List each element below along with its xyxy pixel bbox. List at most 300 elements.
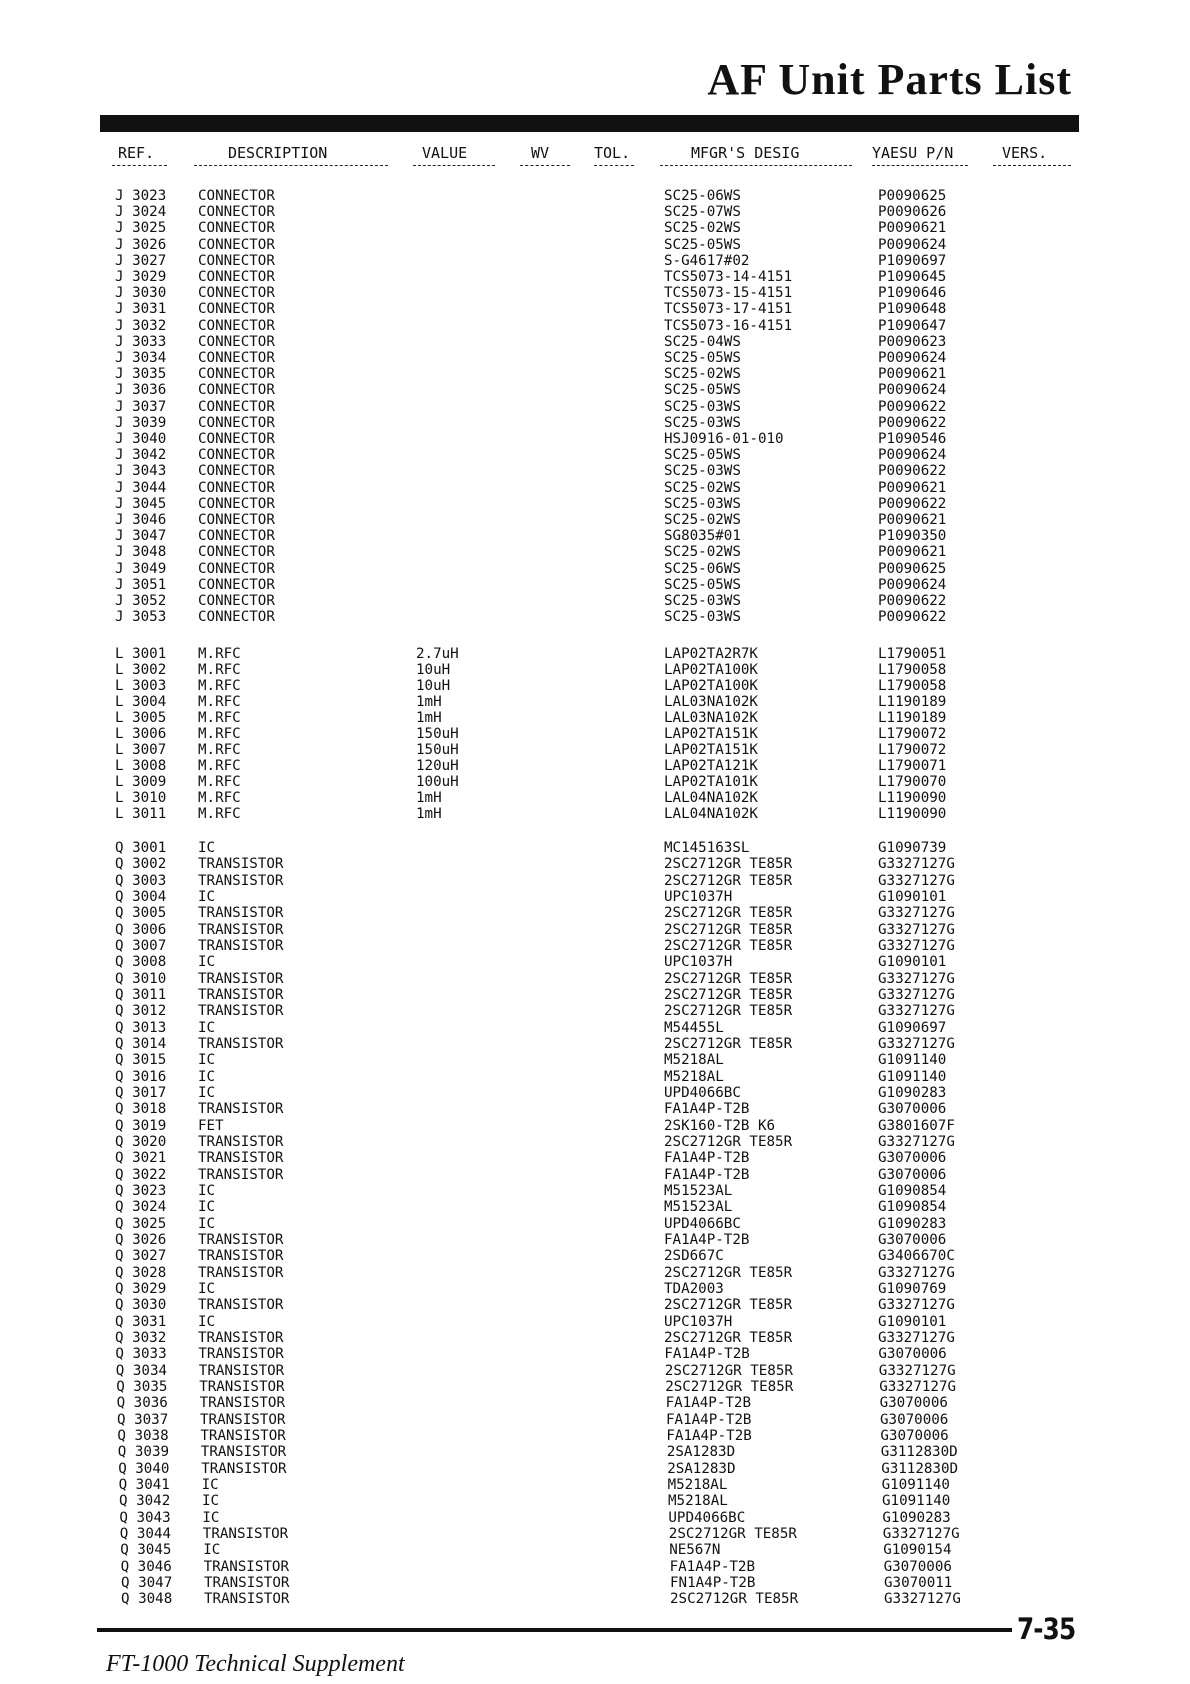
table-row — [0, 1265, 1190, 1281]
cell-yaesu: P0090621 — [878, 544, 947, 561]
cell-description: CONNECTOR — [198, 512, 275, 528]
cell-ref: Q 3003 — [115, 872, 167, 889]
cell-mfgr: SC25-05WS — [664, 576, 741, 593]
cell-description: M.RFC — [198, 646, 241, 662]
cell-yaesu: G3327127G — [878, 1036, 955, 1052]
table-row — [0, 609, 1190, 625]
cell-mfgr: 2SC2712GR TE85R — [664, 1003, 793, 1020]
page-number: 7-35 — [1017, 1612, 1076, 1646]
cell-description: IC — [198, 1280, 216, 1297]
cell-mfgr: 2SC2712GR TE85R — [664, 1329, 793, 1346]
cell-yaesu: L1190189 — [878, 710, 947, 726]
cell-ref: J 3045 — [115, 495, 167, 512]
cell-mfgr: 2SC2712GR TE85R — [664, 1133, 793, 1150]
table-row — [0, 987, 1190, 1003]
cell-ref: Q 3005 — [115, 905, 167, 922]
table-row — [0, 1559, 1190, 1575]
cell-yaesu: P0090621 — [878, 479, 947, 496]
cell-mfgr: 2SC2712GR TE85R — [670, 1591, 799, 1608]
col-ref-underline — [112, 165, 167, 166]
cell-yaesu: G3327127G — [878, 938, 955, 954]
cell-description: CONNECTOR — [198, 576, 275, 593]
table-row — [0, 528, 1190, 544]
cell-ref: J 3052 — [115, 593, 167, 609]
cell-yaesu: L1190189 — [878, 694, 947, 710]
cell-yaesu: G3070006 — [878, 1346, 947, 1363]
cell-description: FET — [198, 1117, 224, 1134]
cell-yaesu: G3070006 — [880, 1427, 949, 1444]
cell-description: TRANSISTOR — [198, 1248, 284, 1265]
table-row — [0, 1216, 1190, 1232]
cell-mfgr: UPD4066BC — [664, 1085, 741, 1101]
cell-yaesu: L1190090 — [878, 790, 947, 806]
cell-yaesu: P0090622 — [878, 398, 947, 415]
cell-mfgr: SC25-07WS — [664, 204, 741, 221]
cell-yaesu: P1090646 — [878, 285, 947, 302]
cell-description: CONNECTOR — [198, 463, 275, 480]
col-vers-underline — [993, 165, 1071, 166]
cell-ref: Q 3024 — [115, 1199, 167, 1216]
cell-ref: Q 3039 — [117, 1444, 170, 1461]
cell-description: CONNECTOR — [198, 269, 275, 285]
table-row — [0, 561, 1190, 577]
table-row — [0, 1526, 1190, 1542]
cell-yaesu: P1090647 — [878, 317, 947, 334]
cell-mfgr: SC25-03WS — [664, 609, 741, 626]
table-row — [0, 694, 1190, 710]
cell-description: TRANSISTOR — [204, 1591, 290, 1608]
cell-yaesu: P0090624 — [878, 447, 947, 464]
cell-mfgr: FA1A4P-T2B — [664, 1346, 750, 1363]
cell-ref: J 3033 — [115, 333, 167, 350]
table-row — [0, 1493, 1190, 1509]
table-row — [0, 399, 1190, 415]
cell-value: 10uH — [416, 662, 451, 678]
cell-mfgr: 2SD667C — [664, 1248, 724, 1265]
table-row — [0, 889, 1190, 905]
cell-description: IC — [202, 1493, 220, 1510]
cell-ref: Q 3013 — [115, 1019, 167, 1036]
cell-description: CONNECTOR — [198, 252, 275, 269]
cell-ref: Q 3006 — [115, 921, 167, 938]
table-row — [0, 188, 1190, 204]
cell-mfgr: SC25-02WS — [664, 220, 741, 237]
cell-mfgr: 2SC2712GR TE85R — [664, 1297, 793, 1314]
cell-mfgr: SC25-05WS — [664, 382, 741, 399]
cell-mfgr: FA1A4P-T2B — [664, 1231, 750, 1248]
table-row — [0, 463, 1190, 479]
cell-value: 1mH — [416, 790, 442, 806]
cell-ref: Q 3031 — [115, 1313, 167, 1330]
table-row — [0, 382, 1190, 398]
cell-ref: Q 3026 — [115, 1231, 167, 1248]
cell-description: TRANSISTOR — [198, 1231, 284, 1248]
cell-mfgr: M54455L — [664, 1019, 724, 1036]
cell-ref: Q 3042 — [119, 1493, 171, 1510]
col-value-underline — [413, 165, 495, 166]
cell-description: TRANSISTOR — [198, 1101, 284, 1118]
cell-description: TRANSISTOR — [203, 1558, 290, 1575]
cell-yaesu: G1090101 — [878, 954, 947, 971]
table-row — [0, 1134, 1190, 1150]
cell-value: 2.7uH — [416, 646, 459, 662]
cell-description: TRANSISTOR — [198, 1133, 284, 1150]
cell-mfgr: 2SA1283D — [666, 1444, 736, 1461]
cell-description: TRANSISTOR — [198, 921, 284, 938]
col-vers: VERS. — [1002, 144, 1048, 162]
cell-ref: J 3029 — [115, 269, 167, 285]
table-row — [0, 1281, 1190, 1297]
table-row — [0, 480, 1190, 496]
cell-ref: L 3001 — [115, 646, 167, 662]
cell-ref: J 3030 — [115, 285, 167, 302]
cell-description: IC — [201, 1476, 219, 1493]
cell-description: IC — [198, 889, 216, 905]
cell-yaesu: P0090623 — [878, 333, 947, 350]
cell-ref: J 3037 — [115, 398, 167, 415]
cell-yaesu: G1090101 — [878, 889, 947, 905]
table-row — [0, 710, 1190, 726]
cell-description: IC — [198, 1215, 216, 1232]
cell-ref: L 3002 — [115, 662, 167, 678]
cell-yaesu: G3327127G — [879, 1378, 957, 1395]
cell-mfgr: UPC1037H — [664, 1313, 733, 1330]
cell-yaesu: P0090622 — [878, 414, 947, 431]
table-row — [0, 758, 1190, 774]
cell-yaesu: P0090625 — [878, 560, 947, 577]
cell-ref: Q 3046 — [120, 1558, 172, 1575]
table-row — [0, 856, 1190, 872]
cell-mfgr: NE567N — [669, 1542, 721, 1559]
cell-description: TRANSISTOR — [198, 1264, 284, 1281]
table-row — [0, 1395, 1190, 1411]
cell-mfgr: FA1A4P-T2B — [664, 1101, 750, 1118]
cell-ref: J 3024 — [115, 204, 167, 221]
cell-yaesu: G1091140 — [882, 1493, 951, 1510]
cell-description: IC — [198, 1199, 216, 1216]
cell-mfgr: UPD4066BC — [664, 1215, 741, 1232]
cell-mfgr: LAP02TA2R7K — [664, 646, 758, 662]
cell-mfgr: 2SC2712GR TE85R — [664, 1264, 793, 1281]
cell-yaesu: G1091140 — [878, 1068, 947, 1085]
cell-mfgr: LAP02TA151K — [664, 726, 758, 742]
cell-yaesu: G3070006 — [878, 1150, 947, 1167]
cell-ref: Q 3015 — [115, 1052, 167, 1069]
table-row — [0, 1444, 1190, 1460]
table-row — [0, 1591, 1190, 1607]
cell-yaesu: P1090697 — [878, 252, 947, 269]
cell-description: IC — [198, 1182, 216, 1199]
cell-description: TRANSISTOR — [198, 872, 284, 889]
cell-ref: Q 3001 — [115, 840, 167, 856]
cell-description: TRANSISTOR — [198, 1329, 284, 1346]
cell-ref: Q 3016 — [115, 1068, 167, 1085]
cell-description: CONNECTOR — [198, 317, 275, 334]
cell-description: TRANSISTOR — [198, 1166, 284, 1183]
table-row — [0, 1297, 1190, 1313]
cell-yaesu: G1090101 — [878, 1313, 947, 1330]
cell-ref: L 3009 — [115, 774, 167, 790]
cell-ref: J 3026 — [115, 236, 167, 253]
cell-yaesu: P0090624 — [878, 236, 947, 253]
cell-mfgr: FA1A4P-T2B — [666, 1427, 752, 1444]
table-row — [0, 1085, 1190, 1101]
cell-ref: J 3048 — [115, 544, 167, 561]
cell-description: CONNECTOR — [198, 350, 275, 366]
cell-mfgr: UPC1037H — [664, 954, 733, 971]
cell-description: IC — [202, 1509, 220, 1526]
table-row — [0, 1314, 1190, 1330]
cell-description: CONNECTOR — [198, 220, 275, 237]
cell-ref: Q 3012 — [115, 1003, 167, 1020]
cell-description: CONNECTOR — [198, 285, 275, 302]
cell-ref: J 3042 — [115, 447, 167, 464]
cell-ref: Q 3027 — [115, 1248, 167, 1265]
cell-ref: Q 3041 — [118, 1476, 170, 1493]
cell-ref: Q 3032 — [115, 1329, 167, 1346]
cell-description: TRANSISTOR — [198, 970, 284, 987]
cell-yaesu: G3070006 — [878, 1101, 947, 1118]
table-row — [0, 1199, 1190, 1215]
cell-description: CONNECTOR — [198, 333, 275, 350]
cell-mfgr: UPD4066BC — [668, 1509, 746, 1526]
cell-mfgr: M5218AL — [664, 1068, 724, 1085]
cell-yaesu: L1790072 — [878, 726, 947, 742]
cell-description: CONNECTOR — [198, 204, 275, 221]
cell-yaesu: G3327127G — [884, 1591, 961, 1608]
cell-mfgr: LAP02TA121K — [664, 758, 758, 774]
cell-yaesu: G1090283 — [878, 1085, 947, 1101]
cell-mfgr: SC25-02WS — [664, 544, 741, 561]
table-row — [0, 269, 1190, 285]
cell-mfgr: LAL03NA102K — [664, 710, 758, 726]
cell-ref: Q 3023 — [115, 1182, 167, 1199]
table-row — [0, 1052, 1190, 1068]
page-title: AF Unit Parts List — [707, 55, 1072, 104]
cell-mfgr: SC25-02WS — [664, 479, 741, 496]
cell-description: CONNECTOR — [198, 188, 275, 204]
table-row — [0, 1232, 1190, 1248]
cell-description: TRANSISTOR — [198, 938, 284, 954]
cell-yaesu: G1090154 — [883, 1542, 952, 1559]
cell-description: CONNECTOR — [198, 528, 275, 545]
cell-yaesu: P1090546 — [878, 431, 947, 447]
cell-ref: Q 3036 — [116, 1395, 168, 1412]
cell-description: IC — [198, 1068, 216, 1085]
cell-description: TRANSISTOR — [198, 856, 284, 873]
table-row — [0, 954, 1190, 970]
cell-ref: Q 3007 — [115, 938, 167, 954]
table-row — [0, 577, 1190, 593]
cell-yaesu: G3112830D — [881, 1460, 959, 1477]
footer-rule — [97, 1627, 1012, 1633]
cell-ref: Q 3033 — [115, 1346, 167, 1363]
cell-ref: L 3003 — [115, 678, 167, 694]
cell-description: CONNECTOR — [198, 414, 275, 431]
col-wv: WV — [531, 144, 550, 162]
cell-ref: L 3007 — [115, 742, 167, 758]
cell-mfgr: 2SK160-T2B K6 — [664, 1117, 776, 1134]
table-row — [0, 1167, 1190, 1183]
cell-value: 100uH — [416, 774, 459, 790]
cell-mfgr: M5218AL — [664, 1052, 724, 1069]
cell-description: TRANSISTOR — [198, 1346, 284, 1363]
table-row — [0, 334, 1190, 350]
table-row — [0, 431, 1190, 447]
cell-mfgr: FA1A4P-T2B — [665, 1395, 752, 1412]
cell-description: IC — [198, 1019, 216, 1036]
cell-mfgr: FN1A4P-T2B — [670, 1574, 756, 1591]
table-row — [0, 646, 1190, 662]
cell-mfgr: 2SC2712GR TE85R — [664, 938, 793, 954]
table-row — [0, 1477, 1190, 1493]
cell-ref: J 3046 — [115, 512, 167, 528]
col-value: VALUE — [422, 144, 468, 162]
table-row — [0, 840, 1190, 856]
cell-yaesu: L1790058 — [878, 662, 947, 678]
cell-mfgr: SC25-05WS — [664, 447, 741, 464]
table-row — [0, 1363, 1190, 1379]
cell-description: TRANSISTOR — [200, 1411, 286, 1428]
cell-value: 10uH — [416, 678, 451, 694]
cell-ref: Q 3028 — [115, 1264, 167, 1281]
cell-description: TRANSISTOR — [198, 1036, 284, 1052]
cell-description: TRANSISTOR — [202, 1525, 289, 1542]
cell-ref: Q 3029 — [115, 1280, 167, 1297]
cell-ref: L 3010 — [115, 790, 167, 806]
cell-ref: Q 3017 — [115, 1085, 167, 1101]
cell-description: CONNECTOR — [198, 544, 275, 561]
cell-mfgr: FA1A4P-T2B — [664, 1166, 750, 1183]
table-row — [0, 1036, 1190, 1052]
cell-description: M.RFC — [198, 694, 241, 710]
cell-mfgr: TCS5073-17-4151 — [664, 301, 793, 318]
cell-mfgr: 2SC2712GR TE85R — [664, 856, 793, 873]
cell-description: IC — [203, 1542, 221, 1559]
table-row — [0, 350, 1190, 366]
cell-mfgr: SC25-06WS — [664, 188, 741, 204]
cell-value: 120uH — [416, 758, 459, 774]
cell-yaesu: L1790072 — [878, 742, 947, 758]
cell-mfgr: 2SC2712GR TE85R — [664, 905, 793, 922]
cell-yaesu: P0090624 — [878, 350, 947, 366]
cell-yaesu: P0090625 — [878, 188, 947, 204]
table-row — [0, 1248, 1190, 1264]
cell-description: CONNECTOR — [198, 382, 275, 399]
cell-mfgr: FA1A4P-T2B — [669, 1558, 756, 1575]
cell-mfgr: TCS5073-15-4151 — [664, 285, 793, 302]
cell-mfgr: 2SA1283D — [667, 1460, 736, 1477]
cell-description: M.RFC — [198, 742, 241, 758]
cell-mfgr: SC25-03WS — [664, 398, 741, 415]
cell-description: TRANSISTOR — [204, 1574, 290, 1591]
cell-yaesu: P0090621 — [878, 512, 947, 528]
cell-yaesu: G3070006 — [878, 1231, 947, 1248]
cell-yaesu: P0090622 — [878, 495, 947, 512]
cell-yaesu: G3327127G — [878, 1297, 955, 1314]
cell-ref: J 3035 — [115, 366, 167, 383]
cell-description: CONNECTOR — [198, 301, 275, 318]
table-row — [0, 873, 1190, 889]
cell-ref: Q 3018 — [115, 1101, 167, 1118]
cell-description: TRANSISTOR — [198, 905, 284, 922]
cell-description: TRANSISTOR — [198, 1003, 284, 1020]
cell-description: M.RFC — [198, 758, 241, 774]
cell-description: M.RFC — [198, 710, 241, 726]
cell-ref: Q 3014 — [115, 1036, 167, 1052]
cell-yaesu: P0090624 — [878, 382, 947, 399]
cell-ref: J 3039 — [115, 414, 167, 431]
cell-yaesu: P0090621 — [878, 220, 947, 237]
cell-mfgr: HSJ0916-01-010 — [664, 431, 784, 447]
table-row — [0, 496, 1190, 512]
cell-yaesu: L1790051 — [878, 646, 947, 662]
cell-mfgr: SC25-05WS — [664, 236, 741, 253]
cell-ref: Q 3043 — [119, 1509, 171, 1526]
cell-mfgr: SC25-03WS — [664, 414, 741, 431]
cell-yaesu: P1090648 — [878, 301, 947, 318]
cell-mfgr: M51523AL — [664, 1199, 733, 1216]
cell-ref: J 3027 — [115, 252, 167, 269]
cell-mfgr: M5218AL — [668, 1493, 728, 1510]
cell-yaesu: P1090350 — [878, 528, 947, 545]
table-row — [0, 662, 1190, 678]
table-row — [0, 204, 1190, 220]
cell-description: M.RFC — [198, 774, 241, 790]
cell-ref: J 3032 — [115, 317, 167, 334]
table-row — [0, 415, 1190, 431]
cell-description: CONNECTOR — [198, 560, 275, 577]
cell-mfgr: LAP02TA151K — [664, 742, 758, 758]
cell-yaesu: G3327127G — [878, 1133, 955, 1150]
table-row — [0, 301, 1190, 317]
cell-mfgr: LAL03NA102K — [664, 694, 758, 710]
col-mfgr-underline — [660, 165, 852, 166]
cell-yaesu: P0090621 — [878, 366, 947, 383]
table-row — [0, 1542, 1190, 1558]
cell-yaesu: P0090622 — [878, 609, 947, 626]
cell-yaesu: P1090645 — [878, 269, 947, 285]
cell-ref: J 3040 — [115, 431, 167, 447]
cell-yaesu: G1091140 — [881, 1476, 950, 1493]
table-row — [0, 366, 1190, 382]
cell-yaesu: G3327127G — [878, 1003, 955, 1020]
table-row — [0, 285, 1190, 301]
cell-description: TRANSISTOR — [198, 1362, 285, 1379]
cell-yaesu: G1090854 — [878, 1182, 947, 1199]
cell-mfgr: S-G4617#02 — [664, 252, 750, 269]
table-row — [0, 905, 1190, 921]
cell-yaesu: G3327127G — [878, 970, 955, 987]
cell-yaesu: G3327127G — [878, 856, 955, 873]
cell-mfgr: SC25-03WS — [664, 495, 741, 512]
cell-ref: L 3005 — [115, 710, 167, 726]
cell-mfgr: 2SC2712GR TE85R — [664, 1036, 793, 1052]
cell-mfgr: TCS5073-16-4151 — [664, 317, 793, 334]
cell-mfgr: 2SC2712GR TE85R — [664, 921, 793, 938]
cell-description: CONNECTOR — [198, 236, 275, 253]
cell-description: M.RFC — [198, 662, 241, 678]
cell-yaesu: G3070006 — [879, 1395, 948, 1412]
cell-mfgr: M51523AL — [664, 1182, 733, 1199]
cell-ref: Q 3010 — [115, 970, 167, 987]
cell-ref: J 3034 — [115, 350, 167, 366]
cell-yaesu: G3327127G — [878, 1362, 956, 1379]
title-rule — [100, 115, 1079, 132]
cell-yaesu: G1090283 — [882, 1509, 951, 1526]
table-row — [0, 593, 1190, 609]
cell-yaesu: G3327127G — [878, 1264, 955, 1281]
